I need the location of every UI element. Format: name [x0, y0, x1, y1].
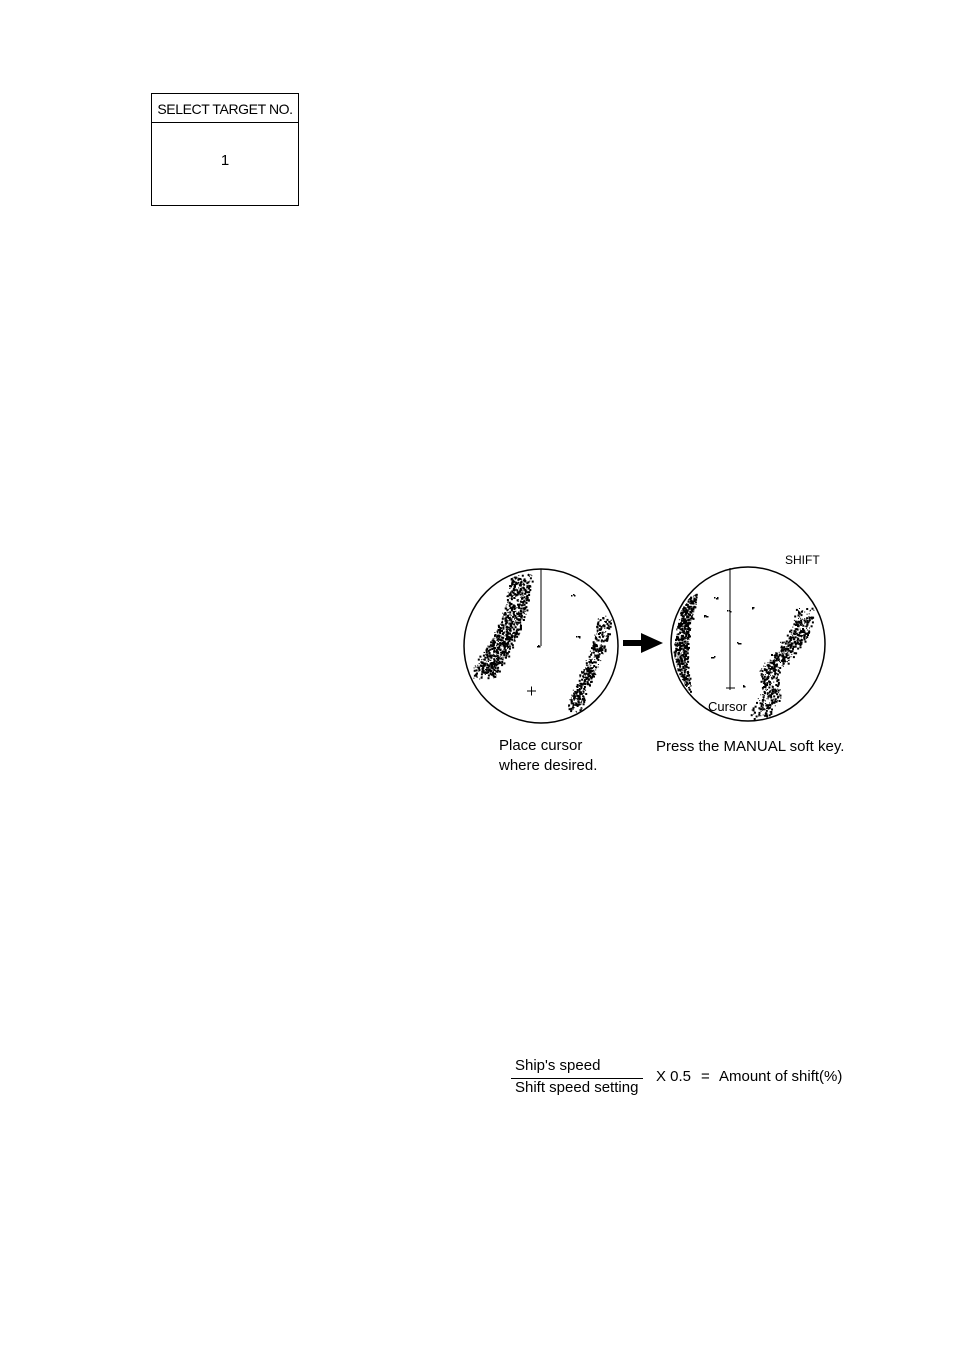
caption-press-manual: Press the MANUAL soft key. [656, 738, 845, 755]
shift-label: SHIFT [785, 553, 820, 567]
caption-left-line1: Place cursor [499, 737, 583, 754]
radar-scope-after [671, 567, 825, 721]
formula-denominator: Shift speed setting [515, 1079, 639, 1096]
right-arrow-icon [623, 633, 663, 653]
caption-place-cursor [499, 736, 597, 776]
caption-left-line2: where desired. [499, 757, 598, 774]
formula-numerator: Ship's speed [515, 1057, 601, 1074]
cursor-label: Cursor [708, 699, 748, 714]
formula-multiplier: X 0.5 [656, 1068, 692, 1085]
radar-scope-before [464, 569, 618, 723]
radar-echo-left [473, 574, 612, 713]
formula-equals: = [701, 1068, 710, 1085]
formula-result: Amount of shift(%) [719, 1068, 843, 1085]
select-target-title: SELECT TARGET NO. [152, 94, 298, 123]
select-target-value: 1 [220, 152, 230, 169]
